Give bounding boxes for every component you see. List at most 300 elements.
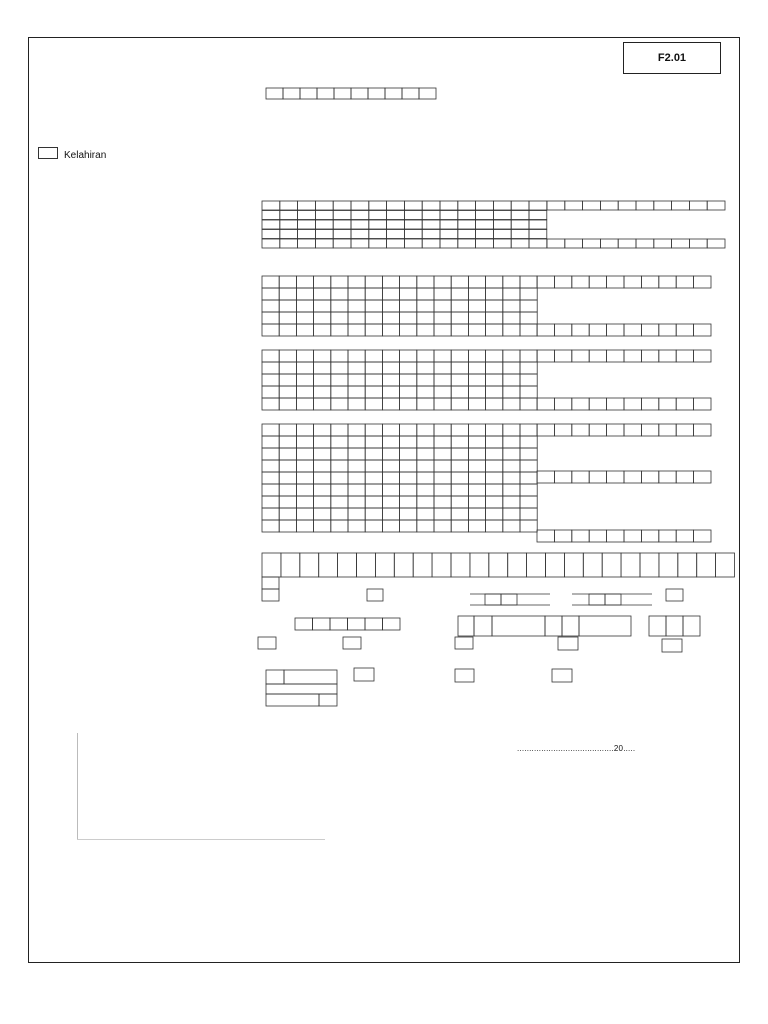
section-d-row-3-cell[interactable] bbox=[468, 448, 485, 460]
section-c-row-1-cell[interactable] bbox=[486, 350, 503, 362]
section-b-row-1-cell[interactable] bbox=[468, 276, 485, 288]
section-b-row-1-ext-cell[interactable] bbox=[537, 276, 554, 288]
section-d-row-4-cell[interactable] bbox=[417, 460, 434, 472]
section-d-row-8-cell[interactable] bbox=[434, 508, 451, 520]
section-d-row-4-cell[interactable] bbox=[279, 460, 296, 472]
long-row-cell[interactable] bbox=[470, 553, 489, 577]
long-row-cell[interactable] bbox=[413, 553, 432, 577]
section-d-row-3-cell[interactable] bbox=[520, 448, 537, 460]
top-number-row-cell[interactable] bbox=[266, 88, 283, 99]
wide-field-c[interactable] bbox=[492, 616, 545, 636]
section-b-row-5-cell[interactable] bbox=[520, 324, 537, 336]
section-b-row-4[interactable] bbox=[262, 312, 537, 324]
top-number-row-cell[interactable] bbox=[283, 88, 300, 99]
section-a-row-5-cell[interactable] bbox=[298, 239, 316, 248]
long-row-cell[interactable] bbox=[508, 553, 527, 577]
mid-row-1-cell[interactable] bbox=[383, 618, 401, 630]
section-b-row-1-cell[interactable] bbox=[262, 276, 279, 288]
section-d-row-4-cell[interactable] bbox=[451, 460, 468, 472]
section-b-row-3-cell[interactable] bbox=[468, 300, 485, 312]
small-table-r1a-cell[interactable] bbox=[266, 670, 284, 684]
section-d-row-1-ext-cell[interactable] bbox=[572, 424, 589, 436]
section-d-row-5-ext-cell[interactable] bbox=[589, 471, 606, 483]
section-b-row-5-cell[interactable] bbox=[296, 324, 313, 336]
small-box-a-cell[interactable] bbox=[262, 577, 279, 589]
section-b-row-4-cell[interactable] bbox=[434, 312, 451, 324]
section-c-row-4-cell[interactable] bbox=[503, 386, 520, 398]
section-a-row-5-cell[interactable] bbox=[476, 239, 494, 248]
section-a-row-1-ext-cell[interactable] bbox=[654, 201, 672, 210]
section-b-row-2-cell[interactable] bbox=[262, 288, 279, 300]
section-c-row-1-ext-cell[interactable] bbox=[641, 350, 658, 362]
section-d-row-1-ext-cell[interactable] bbox=[641, 424, 658, 436]
section-a-row-5-cell[interactable] bbox=[333, 239, 351, 248]
section-a-row-4-cell[interactable] bbox=[387, 230, 405, 239]
small-box-b[interactable] bbox=[367, 589, 383, 601]
option-box-1-cell[interactable] bbox=[258, 637, 276, 649]
section-d-row-2-cell[interactable] bbox=[451, 436, 468, 448]
section-a-row-5-ext-cell[interactable] bbox=[636, 239, 654, 248]
section-a-row-4-cell[interactable] bbox=[280, 230, 298, 239]
split-field-2-cell[interactable] bbox=[605, 594, 621, 605]
section-d-row-2-cell[interactable] bbox=[417, 436, 434, 448]
section-d-row-7[interactable] bbox=[262, 496, 537, 508]
long-row-cell[interactable] bbox=[451, 553, 470, 577]
section-d-row-4-cell[interactable] bbox=[520, 460, 537, 472]
mid-row-1-cell[interactable] bbox=[348, 618, 366, 630]
section-b-row-5[interactable] bbox=[262, 324, 537, 336]
section-d-row-4-cell[interactable] bbox=[365, 460, 382, 472]
long-row-cell[interactable] bbox=[281, 553, 300, 577]
section-d-row-5-cell[interactable] bbox=[262, 472, 279, 484]
section-a-row-5-ext-cell[interactable] bbox=[583, 239, 601, 248]
section-a-row-4-cell[interactable] bbox=[529, 230, 547, 239]
section-c-row-4-cell[interactable] bbox=[434, 386, 451, 398]
small-table-r2-cell[interactable] bbox=[266, 684, 337, 694]
section-c-row-3-cell[interactable] bbox=[417, 374, 434, 386]
section-d-row-4-cell[interactable] bbox=[468, 460, 485, 472]
option-box-8[interactable] bbox=[552, 669, 572, 682]
section-c-row-1-ext-cell[interactable] bbox=[676, 350, 693, 362]
split-field-2-cell[interactable] bbox=[589, 594, 605, 605]
section-d-row-5-cell[interactable] bbox=[314, 472, 331, 484]
wide-field-h[interactable] bbox=[666, 616, 683, 636]
section-d-row-7-cell[interactable] bbox=[417, 496, 434, 508]
section-c-row-5-cell[interactable] bbox=[331, 398, 348, 410]
section-b-row-3-cell[interactable] bbox=[400, 300, 417, 312]
section-d-row-6-cell[interactable] bbox=[314, 484, 331, 496]
section-d-row-3-cell[interactable] bbox=[503, 448, 520, 460]
wide-field-d-cell[interactable] bbox=[545, 616, 562, 636]
section-d-row-4-cell[interactable] bbox=[314, 460, 331, 472]
section-a-row-1-cell[interactable] bbox=[422, 201, 440, 210]
section-d-row-6-cell[interactable] bbox=[417, 484, 434, 496]
section-d-row-9-cell[interactable] bbox=[331, 520, 348, 532]
mid-row-1-cell[interactable] bbox=[295, 618, 313, 630]
section-c-row-5-ext-cell[interactable] bbox=[676, 398, 693, 410]
section-d-row-8-cell[interactable] bbox=[400, 508, 417, 520]
section-c-row-1-cell[interactable] bbox=[417, 350, 434, 362]
section-a-row-5-ext-cell[interactable] bbox=[654, 239, 672, 248]
section-d-row-7-cell[interactable] bbox=[314, 496, 331, 508]
section-c-row-2-cell[interactable] bbox=[434, 362, 451, 374]
section-b-row-1-ext-cell[interactable] bbox=[694, 276, 711, 288]
wide-field-f-cell[interactable] bbox=[579, 616, 631, 636]
section-c-row-5-cell[interactable] bbox=[468, 398, 485, 410]
section-c-row-1[interactable] bbox=[262, 350, 537, 362]
option-box-7[interactable] bbox=[455, 669, 474, 682]
section-c-row-2-cell[interactable] bbox=[296, 362, 313, 374]
section-b-row-3-cell[interactable] bbox=[382, 300, 399, 312]
section-b-row-2-cell[interactable] bbox=[296, 288, 313, 300]
section-b-row-1-ext-cell[interactable] bbox=[572, 276, 589, 288]
section-c-row-4-cell[interactable] bbox=[365, 386, 382, 398]
section-c-row-5-cell[interactable] bbox=[262, 398, 279, 410]
section-d-row-5-ext-cell[interactable] bbox=[676, 471, 693, 483]
section-b-row-5-ext-cell[interactable] bbox=[554, 324, 571, 336]
section-c-row-1-ext-cell[interactable] bbox=[694, 350, 711, 362]
section-d-row-9-cell[interactable] bbox=[296, 520, 313, 532]
section-b-row-5-cell[interactable] bbox=[262, 324, 279, 336]
section-d-row-1-ext-cell[interactable] bbox=[659, 424, 676, 436]
section-a-row-3-cell[interactable] bbox=[369, 220, 387, 229]
small-box-a2[interactable] bbox=[262, 589, 279, 601]
section-d-row-4-cell[interactable] bbox=[348, 460, 365, 472]
section-b-row-4-cell[interactable] bbox=[348, 312, 365, 324]
section-d-row-3[interactable] bbox=[262, 448, 537, 460]
section-b-row-2-cell[interactable] bbox=[365, 288, 382, 300]
section-a-row-1-cell[interactable] bbox=[440, 201, 458, 210]
section-c-row-4-cell[interactable] bbox=[451, 386, 468, 398]
section-c-row-4-cell[interactable] bbox=[262, 386, 279, 398]
top-number-row-cell[interactable] bbox=[351, 88, 368, 99]
section-d-row-9-cell[interactable] bbox=[348, 520, 365, 532]
section-d-row-5-cell[interactable] bbox=[520, 472, 537, 484]
wide-field-b[interactable] bbox=[474, 616, 492, 636]
section-d-row-3-cell[interactable] bbox=[331, 448, 348, 460]
section-d-row-7-cell[interactable] bbox=[382, 496, 399, 508]
section-a-row-4-cell[interactable] bbox=[262, 230, 280, 239]
wide-field-a-cell[interactable] bbox=[458, 616, 474, 636]
split-field-1-cell[interactable] bbox=[501, 594, 517, 605]
long-row-cell[interactable] bbox=[319, 553, 338, 577]
section-d-row-7-cell[interactable] bbox=[451, 496, 468, 508]
section-d-row-5-cell[interactable] bbox=[417, 472, 434, 484]
section-a-row-5-cell[interactable] bbox=[262, 239, 280, 248]
section-b-row-4-cell[interactable] bbox=[417, 312, 434, 324]
section-a-row-1-cell[interactable] bbox=[351, 201, 369, 210]
section-b-row-5-cell[interactable] bbox=[314, 324, 331, 336]
section-d-row-2-cell[interactable] bbox=[434, 436, 451, 448]
long-row-cell[interactable] bbox=[697, 553, 716, 577]
section-a-row-3-cell[interactable] bbox=[333, 220, 351, 229]
section-a-row-4-cell[interactable] bbox=[333, 230, 351, 239]
section-a-row-3-cell[interactable] bbox=[315, 220, 333, 229]
section-c-row-5-ext-cell[interactable] bbox=[694, 398, 711, 410]
section-d-row-9-cell[interactable] bbox=[520, 520, 537, 532]
small-table-r3b[interactable] bbox=[319, 694, 337, 706]
section-c-row-5-ext-cell[interactable] bbox=[607, 398, 624, 410]
section-d-row-4-cell[interactable] bbox=[400, 460, 417, 472]
section-a-row-5-cell[interactable] bbox=[369, 239, 387, 248]
section-b-row-2-cell[interactable] bbox=[348, 288, 365, 300]
section-c-row-2-cell[interactable] bbox=[417, 362, 434, 374]
section-d-row-2[interactable] bbox=[262, 436, 537, 448]
section-b-row-1-cell[interactable] bbox=[486, 276, 503, 288]
section-a-row-1-cell[interactable] bbox=[458, 201, 476, 210]
section-d-row-3-cell[interactable] bbox=[486, 448, 503, 460]
section-d-row-7-cell[interactable] bbox=[279, 496, 296, 508]
section-b-row-1-cell[interactable] bbox=[296, 276, 313, 288]
section-d-row-5-cell[interactable] bbox=[365, 472, 382, 484]
section-d-row-5-ext-cell[interactable] bbox=[659, 471, 676, 483]
section-c-row-4-cell[interactable] bbox=[468, 386, 485, 398]
section-b-row-5-ext-cell[interactable] bbox=[589, 324, 606, 336]
long-row-cell[interactable] bbox=[640, 553, 659, 577]
section-d-row-4-cell[interactable] bbox=[296, 460, 313, 472]
section-b-row-2-cell[interactable] bbox=[434, 288, 451, 300]
section-d-row-3-cell[interactable] bbox=[417, 448, 434, 460]
section-c-row-1-ext-cell[interactable] bbox=[537, 350, 554, 362]
mid-row-1-cell[interactable] bbox=[365, 618, 383, 630]
section-a-row-1-cell[interactable] bbox=[476, 201, 494, 210]
top-number-row-cell[interactable] bbox=[402, 88, 419, 99]
section-d-row-2-cell[interactable] bbox=[314, 436, 331, 448]
section-a-row-2-cell[interactable] bbox=[440, 211, 458, 220]
section-a-row-4-cell[interactable] bbox=[476, 230, 494, 239]
section-d-row-1-ext-cell[interactable] bbox=[607, 424, 624, 436]
section-d-row-5[interactable] bbox=[262, 472, 537, 484]
section-a-row-5-cell[interactable] bbox=[351, 239, 369, 248]
section-b-row-5-cell[interactable] bbox=[365, 324, 382, 336]
section-a-row-2-cell[interactable] bbox=[529, 211, 547, 220]
section-d-row-5-cell[interactable] bbox=[503, 472, 520, 484]
mid-row-1-cell[interactable] bbox=[313, 618, 331, 630]
small-box-a2-cell[interactable] bbox=[262, 589, 279, 601]
section-d-row-4-cell[interactable] bbox=[331, 460, 348, 472]
section-d-row-7-cell[interactable] bbox=[434, 496, 451, 508]
long-row-cell[interactable] bbox=[375, 553, 394, 577]
section-c-row-3-cell[interactable] bbox=[382, 374, 399, 386]
section-b-row-3-cell[interactable] bbox=[520, 300, 537, 312]
section-d-row-6-cell[interactable] bbox=[348, 484, 365, 496]
option-box-1[interactable] bbox=[258, 637, 276, 649]
section-b-row-5-cell[interactable] bbox=[348, 324, 365, 336]
section-c-row-1-cell[interactable] bbox=[296, 350, 313, 362]
section-c-row-5-cell[interactable] bbox=[417, 398, 434, 410]
section-d-row-9-cell[interactable] bbox=[400, 520, 417, 532]
section-a-row-5-cell[interactable] bbox=[387, 239, 405, 248]
section-c-row-3-cell[interactable] bbox=[279, 374, 296, 386]
section-c-row-3[interactable] bbox=[262, 374, 537, 386]
section-a-row-5-cell[interactable] bbox=[280, 239, 298, 248]
section-d-row-2-cell[interactable] bbox=[279, 436, 296, 448]
section-c-row-1-ext-cell[interactable] bbox=[589, 350, 606, 362]
section-d-row-5-cell[interactable] bbox=[331, 472, 348, 484]
section-d-row-10-ext-cell[interactable] bbox=[589, 530, 606, 542]
section-b-row-3-cell[interactable] bbox=[348, 300, 365, 312]
section-c-row-3-cell[interactable] bbox=[365, 374, 382, 386]
section-d-row-8-cell[interactable] bbox=[503, 508, 520, 520]
section-d-row-10-ext-cell[interactable] bbox=[676, 530, 693, 542]
section-b-row-1-ext-cell[interactable] bbox=[589, 276, 606, 288]
section-c-row-3-cell[interactable] bbox=[520, 374, 537, 386]
section-d-row-1-cell[interactable] bbox=[365, 424, 382, 436]
section-d-row-2-cell[interactable] bbox=[262, 436, 279, 448]
wide-field-g-cell[interactable] bbox=[649, 616, 666, 636]
section-d-row-1-cell[interactable] bbox=[382, 424, 399, 436]
section-d-row-9-cell[interactable] bbox=[262, 520, 279, 532]
wide-field-i[interactable] bbox=[683, 616, 700, 636]
section-c-row-5-ext-cell[interactable] bbox=[624, 398, 641, 410]
section-c-row-5-ext-cell[interactable] bbox=[572, 398, 589, 410]
section-a-row-1-cell[interactable] bbox=[333, 201, 351, 210]
section-c-row-1-cell[interactable] bbox=[434, 350, 451, 362]
section-b-row-4-cell[interactable] bbox=[314, 312, 331, 324]
section-a-row-2-cell[interactable] bbox=[298, 211, 316, 220]
section-d-row-5-ext-cell[interactable] bbox=[554, 471, 571, 483]
section-d-row-7-cell[interactable] bbox=[331, 496, 348, 508]
section-d-row-4-cell[interactable] bbox=[503, 460, 520, 472]
section-c-row-2-cell[interactable] bbox=[331, 362, 348, 374]
section-a-row-1-cell[interactable] bbox=[404, 201, 422, 210]
section-a-row-3-cell[interactable] bbox=[351, 220, 369, 229]
section-c-row-3-cell[interactable] bbox=[503, 374, 520, 386]
section-d-row-1-cell[interactable] bbox=[417, 424, 434, 436]
section-c-row-4-cell[interactable] bbox=[486, 386, 503, 398]
section-a-row-5-cell[interactable] bbox=[315, 239, 333, 248]
long-row-cell[interactable] bbox=[357, 553, 376, 577]
wide-field-g[interactable] bbox=[649, 616, 666, 636]
section-d-row-5-ext-cell[interactable] bbox=[694, 471, 711, 483]
section-a-row-2-cell[interactable] bbox=[369, 211, 387, 220]
section-b-row-1-ext-cell[interactable] bbox=[676, 276, 693, 288]
section-d-row-7-cell[interactable] bbox=[503, 496, 520, 508]
section-c-row-5-cell[interactable] bbox=[365, 398, 382, 410]
section-b-row-1-cell[interactable] bbox=[520, 276, 537, 288]
section-c-row-2-cell[interactable] bbox=[279, 362, 296, 374]
section-b-row-1-ext-cell[interactable] bbox=[624, 276, 641, 288]
option-box-6[interactable] bbox=[354, 668, 374, 681]
section-a-row-4-cell[interactable] bbox=[404, 230, 422, 239]
section-c-row-4-cell[interactable] bbox=[279, 386, 296, 398]
long-row-cell[interactable] bbox=[527, 553, 546, 577]
mid-row-1[interactable] bbox=[295, 618, 400, 630]
section-d-row-3-cell[interactable] bbox=[348, 448, 365, 460]
section-b-row-5-cell[interactable] bbox=[468, 324, 485, 336]
section-d-row-5-ext-cell[interactable] bbox=[624, 471, 641, 483]
section-d-row-3-cell[interactable] bbox=[365, 448, 382, 460]
section-d-row-5-cell[interactable] bbox=[434, 472, 451, 484]
section-a-row-4-cell[interactable] bbox=[493, 230, 511, 239]
section-c-row-5-cell[interactable] bbox=[486, 398, 503, 410]
section-a-row-3-cell[interactable] bbox=[476, 220, 494, 229]
section-b-row-1-cell[interactable] bbox=[382, 276, 399, 288]
section-c-row-3-cell[interactable] bbox=[314, 374, 331, 386]
section-c-row-4-cell[interactable] bbox=[382, 386, 399, 398]
section-c-row-1-ext-cell[interactable] bbox=[554, 350, 571, 362]
mid-row-1-cell[interactable] bbox=[330, 618, 348, 630]
section-c-row-1-cell[interactable] bbox=[451, 350, 468, 362]
split-field-1-cell[interactable] bbox=[485, 594, 501, 605]
section-a-row-1[interactable] bbox=[262, 201, 547, 210]
section-d-row-6-cell[interactable] bbox=[279, 484, 296, 496]
section-c-row-2-cell[interactable] bbox=[520, 362, 537, 374]
section-c-row-1-cell[interactable] bbox=[382, 350, 399, 362]
section-d-row-2-cell[interactable] bbox=[331, 436, 348, 448]
section-b-row-3-cell[interactable] bbox=[451, 300, 468, 312]
section-b-row-5-ext-cell[interactable] bbox=[624, 324, 641, 336]
section-b-row-5-cell[interactable] bbox=[400, 324, 417, 336]
section-d-row-9-cell[interactable] bbox=[382, 520, 399, 532]
long-row-cell[interactable] bbox=[546, 553, 565, 577]
section-c-row-2-cell[interactable] bbox=[468, 362, 485, 374]
section-d-row-6-cell[interactable] bbox=[468, 484, 485, 496]
section-d-row-5-ext[interactable] bbox=[537, 471, 711, 483]
section-b-row-5-cell[interactable] bbox=[382, 324, 399, 336]
section-d-row-5-cell[interactable] bbox=[279, 472, 296, 484]
section-b-row-5-cell[interactable] bbox=[486, 324, 503, 336]
section-b-row-5-cell[interactable] bbox=[451, 324, 468, 336]
section-c-row-3-cell[interactable] bbox=[400, 374, 417, 386]
section-c-row-5-ext-cell[interactable] bbox=[589, 398, 606, 410]
section-c-row-3-cell[interactable] bbox=[486, 374, 503, 386]
long-row-cell[interactable] bbox=[262, 553, 281, 577]
section-a-row-1-ext[interactable] bbox=[547, 201, 725, 210]
section-d-row-1-ext-cell[interactable] bbox=[676, 424, 693, 436]
section-b-row-1-cell[interactable] bbox=[503, 276, 520, 288]
section-a-row-1-ext-cell[interactable] bbox=[565, 201, 583, 210]
section-c-row-1-ext-cell[interactable] bbox=[624, 350, 641, 362]
section-d-row-6-cell[interactable] bbox=[331, 484, 348, 496]
section-c-row-2-cell[interactable] bbox=[348, 362, 365, 374]
top-number-row-cell[interactable] bbox=[300, 88, 317, 99]
section-d-row-1-cell[interactable] bbox=[400, 424, 417, 436]
small-table-r3b-cell[interactable] bbox=[319, 694, 337, 706]
long-row-cell[interactable] bbox=[678, 553, 697, 577]
section-b-row-1-cell[interactable] bbox=[434, 276, 451, 288]
section-c-row-5-cell[interactable] bbox=[503, 398, 520, 410]
section-a-row-3-cell[interactable] bbox=[422, 220, 440, 229]
section-a-row-5-cell[interactable] bbox=[511, 239, 529, 248]
section-c-row-2-cell[interactable] bbox=[382, 362, 399, 374]
check-box-right[interactable] bbox=[666, 589, 683, 601]
section-d-row-9-cell[interactable] bbox=[314, 520, 331, 532]
section-c-row-3-cell[interactable] bbox=[434, 374, 451, 386]
section-d-row-10-ext-cell[interactable] bbox=[607, 530, 624, 542]
section-d-row-2-cell[interactable] bbox=[468, 436, 485, 448]
section-d-row-1-ext-cell[interactable] bbox=[624, 424, 641, 436]
section-c-row-3-cell[interactable] bbox=[348, 374, 365, 386]
section-b-row-2-cell[interactable] bbox=[331, 288, 348, 300]
section-c-row-1-cell[interactable] bbox=[520, 350, 537, 362]
small-table-r2[interactable] bbox=[266, 684, 337, 694]
section-a-row-4-cell[interactable] bbox=[440, 230, 458, 239]
section-a-row-1-cell[interactable] bbox=[262, 201, 280, 210]
section-a-row-5-ext-cell[interactable] bbox=[600, 239, 618, 248]
section-d-row-1-cell[interactable] bbox=[314, 424, 331, 436]
section-b-row-3-cell[interactable] bbox=[331, 300, 348, 312]
section-a-row-1-ext-cell[interactable] bbox=[636, 201, 654, 210]
long-row-cell[interactable] bbox=[432, 553, 451, 577]
section-a-row-5-cell[interactable] bbox=[440, 239, 458, 248]
section-b-row-4-cell[interactable] bbox=[486, 312, 503, 324]
section-b-row-5-ext-cell[interactable] bbox=[694, 324, 711, 336]
section-a-row-4-cell[interactable] bbox=[511, 230, 529, 239]
section-d-row-1-cell[interactable] bbox=[262, 424, 279, 436]
section-a-row-5-ext-cell[interactable] bbox=[547, 239, 565, 248]
section-a-row-3[interactable] bbox=[262, 220, 547, 229]
